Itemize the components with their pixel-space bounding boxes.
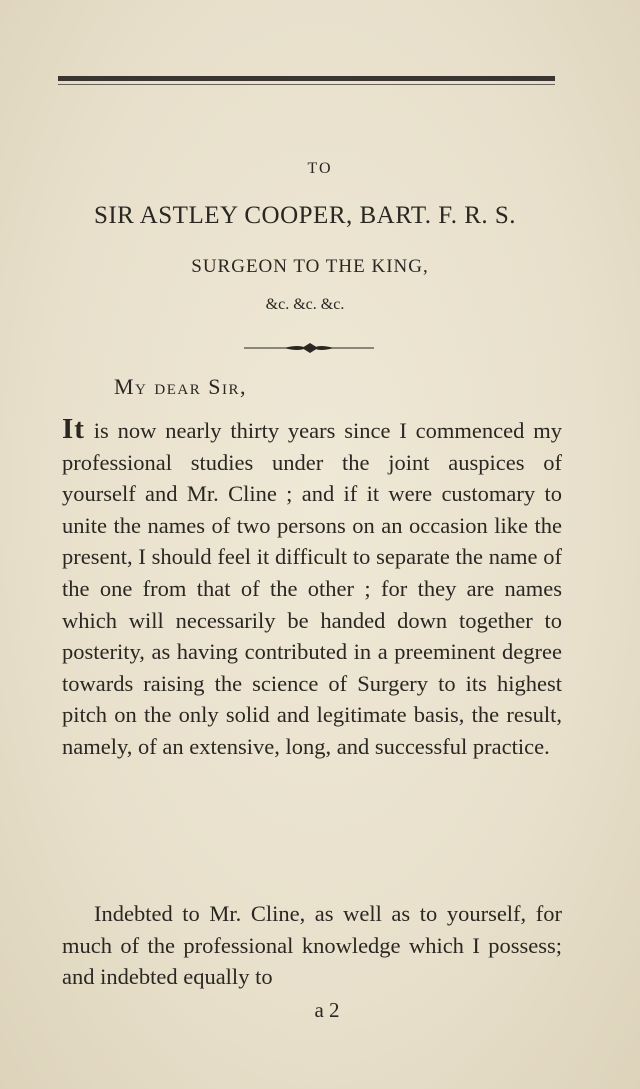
letter-paragraph-1 — [62, 414, 562, 763]
recipient-etc: &c. &c. &c. — [265, 296, 345, 313]
dedication-to: TO — [307, 160, 333, 177]
dedication-recipient: SIR ASTLEY COOPER, BART. F. R. S. — [93, 202, 517, 229]
signature-text: a 2 — [314, 998, 340, 1022]
salutation: My dear Sir, — [114, 374, 247, 399]
recipient-title: SURGEON TO THE KING, — [191, 256, 429, 277]
signature-mark — [0, 998, 640, 1023]
paragraph-1-text: is now nearly thirty years since I commenced my professional studies under the joint auspices of yourself and Mr. Cline ; and if it were customary to unite the names of two persons on an occasion like the present, I should feel it difficult to separate the name of the one from that of the other ; for they are names which will necessarily be handed down together to posterity, as having contributed in a preeminent degree towards raising the science of Surgery to its highest pitch on the only solid and legitimate basis, the result, namely, of an extensive, long, and successful practice. — [62, 418, 562, 759]
top-rule-thin — [58, 84, 555, 85]
drop-cap: It — [62, 413, 85, 445]
letter-paragraph-2: Indebted to Mr. Cline, as well as to yourself, for much of the professional knowledge which I possess; and indebted equally to — [62, 901, 562, 990]
ornament-divider-icon — [244, 342, 374, 354]
top-rule-thick — [58, 76, 555, 81]
